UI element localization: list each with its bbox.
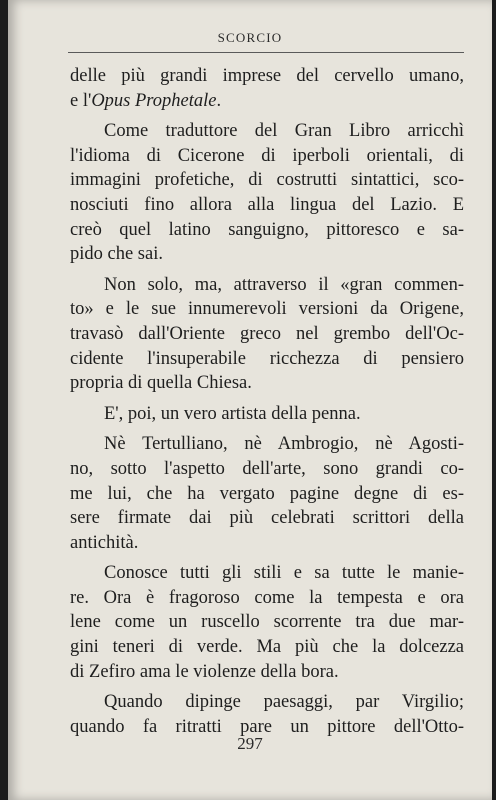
italic-title: Opus Prophetale — [91, 90, 217, 111]
text-line: quando fa ritratti pare un pittore dell'Otto- — [70, 716, 464, 737]
text-line: me lui, che ha vergato pagine degne di es- — [70, 483, 464, 504]
text-line: cidente l'insuperabile ricchezza di pensiero — [70, 348, 464, 369]
text-span: . — [216, 90, 222, 111]
text-line: propria di quella Chiesa. — [70, 373, 252, 394]
text-line: Conosce tutti gli stili e sa tutte le manie- — [104, 563, 464, 584]
text-line: gini teneri di verde. Ma più che la dolcezza — [70, 637, 464, 658]
text-line: Come traduttore del Gran Libro arricchì — [104, 121, 464, 142]
text-line — [70, 89, 464, 114]
book-page — [8, 0, 492, 800]
text-line: no, sotto l'aspetto dell'arte, sono grandi co- — [70, 458, 464, 479]
running-head: SCORCIO — [217, 30, 283, 45]
body-text — [70, 64, 464, 739]
text-line: E', poi, un vero artista della penna. — [104, 403, 361, 424]
text-line: immagini profetiche, di costrutti sintattici, sco- — [70, 170, 464, 191]
text-line: pido che sai. — [70, 244, 163, 265]
text-line: Quando dipinge paesaggi, par Virgilio; — [104, 692, 464, 713]
text-line: lene come un ruscello scorrente tra due mar- — [70, 612, 464, 633]
text-line: creò quel latino sanguigno, pittoresco e sa- — [70, 219, 464, 240]
text-line: Non solo, ma, attraverso il «gran commen- — [104, 274, 464, 295]
text-line: sere firmate dai più celebrati scrittori della — [70, 508, 464, 529]
text-line: re. Ora è fragoroso come la tempesta e ora — [70, 587, 464, 608]
text-line: nosciuti fino allora alla lingua del Lazio. E — [70, 194, 464, 215]
page-number: 297 — [237, 734, 263, 753]
text-line: to» e le sue innumerevoli versioni da Origene, — [70, 299, 464, 320]
text-line: travasò dall'Oriente greco nel grembo dell'Oc- — [70, 323, 464, 344]
text-line: di Zefiro ama le violenze della bora. — [70, 661, 339, 682]
text-span: e l' — [70, 90, 92, 111]
text-line: delle più grandi imprese del cervello umano, — [70, 66, 464, 86]
header-rule — [68, 52, 464, 53]
text-line: Nè Tertulliano, nè Ambrogio, nè Agosti- — [104, 434, 464, 455]
text-line: l'idioma di Cicerone di iperboli orientali, di — [70, 145, 464, 166]
text-line: antichità. — [70, 532, 139, 553]
